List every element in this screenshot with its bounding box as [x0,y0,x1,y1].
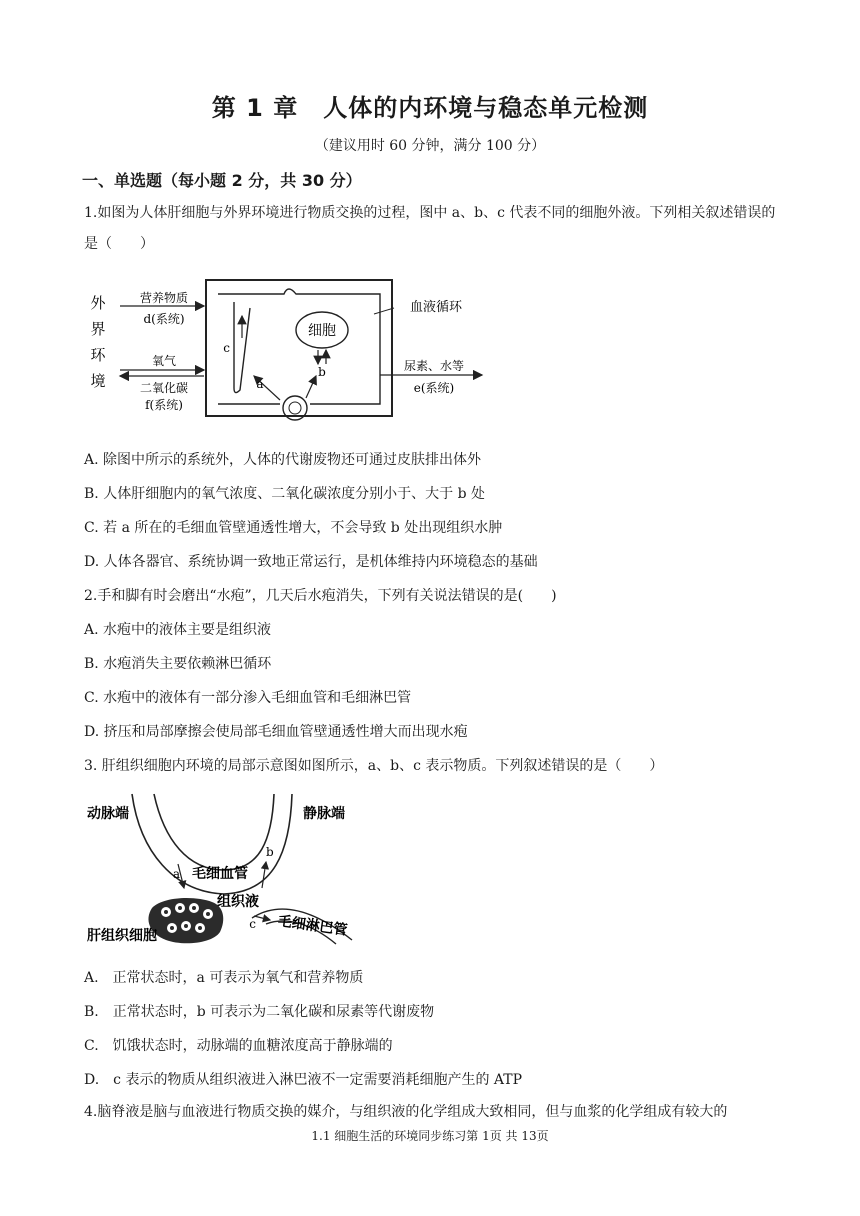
label-system-e: e(系统) [413,381,455,395]
label-blood-circulation: 血液循环 [409,300,463,315]
label-nutrients: 营养物质 [139,291,189,305]
label-liver-cell: 肝组织细胞 [87,928,157,944]
q1-option-d: D. 人体各器官、系统协调一致地正常运行，是机体维持内环境稳态的基础 [84,554,538,570]
label-b: b [318,365,326,379]
label-cell: 细胞 [308,323,336,339]
question-1-stem: 1.如图为人体肝细胞与外界环境进行物质交换的过程，图中 a、b、c 代表不同的细胞外液。下列相关叙述错误的是（ ） [84,205,776,252]
capillary-inner-wall [154,794,274,870]
question-3-stem: 3. 肝组织细胞内环境的局部示意图如图所示，a、b、c 表示物质。下列叙述错误的是（ ） [84,758,664,774]
question-2-stem: 2.手和脚有时会磨出“水疱”，几天后水疱消失，下列有关说法错误的是( ) [84,588,557,604]
q1-option-a: A. 除图中所示的系统外，人体的代谢废物还可通过皮肤排出体外 [84,452,482,468]
q3-option-c: C. 饥饿状态时，动脉端的血糖浓度高于静脉端的 [84,1038,393,1054]
q3-option-a: A. 正常状态时，a 可表示为氧气和营养物质 [84,970,364,986]
label-system-d: d(系统) [143,312,185,326]
q3-option-d: D. c 表示的物质从组织液进入淋巴液不一定需要消耗细胞产生的 ATP [84,1072,523,1088]
env-char-3: 环 [90,346,106,364]
q2-option-c: C. 水疱中的液体有一部分渗入毛细血管和毛细淋巴管 [84,690,412,706]
label-tissue-fluid: 组织液 [217,894,259,910]
label-co2: 二氧化碳 [139,381,189,395]
label-c: c [249,917,256,931]
page-footer: 1.1 细胞生活的环境同步练习第 1页 共 13页 [311,1129,549,1143]
capillary-arrow-b [306,376,316,398]
section-heading: 一、单选题（每小题 2 分，共 30 分） [82,171,362,190]
capillary-inner [289,402,301,414]
env-char-1: 外 [90,294,106,312]
label-arterial-end: 动脉端 [87,806,129,822]
q3-option-b: B. 正常状态时，b 可表示为二氧化碳和尿素等代谢废物 [84,1004,435,1020]
label-oxygen: 氧气 [151,354,177,368]
liver-cell-cluster [148,898,223,943]
q2-option-b: B. 水疱消失主要依赖淋巴循环 [84,656,272,672]
page-title: 第 1 章 人体的内环境与稳态单元检测 [211,94,649,122]
label-c: c [223,341,230,355]
question-3-figure [84,792,374,952]
label-urea-water: 尿素、水等 [403,359,465,373]
question-1-figure [84,268,484,430]
lymph-vessel [234,302,250,393]
body-frame-inner [218,289,380,404]
label-capillary: 毛细血管 [192,866,248,882]
q1-option-c: C. 若 a 所在的毛细血管壁通透性增大，不会导致 b 处出现组织水肿 [84,520,503,536]
label-lymph-capillary: 毛细淋巴管 [276,913,349,939]
env-char-2: 界 [90,320,106,338]
label-a: a [172,867,180,881]
env-char-4: 境 [90,372,106,390]
question-4-stem: 4.脑脊液是脑与血液进行物质交换的媒介，与组织液的化学组成大致相同，但与血浆的化学组成有较大的 [84,1104,728,1120]
arrow-b [262,862,266,888]
q2-option-d: D. 挤压和局部摩擦会使局部毛细血管壁通透性增大而出现水疱 [84,724,468,740]
q2-option-a: A. 水疱中的液体主要是组织液 [84,622,272,638]
label-system-f: f(系统) [145,398,183,412]
arrow-c [254,916,270,920]
label-a: a [256,377,264,391]
label-b: b [266,845,274,859]
label-venous-end: 静脉端 [303,806,345,822]
page-subtitle: （建议用时 60 分钟，满分 100 分） [314,138,546,154]
q1-option-b: B. 人体肝细胞内的氧气浓度、二氧化碳浓度分别小于、大于 b 处 [84,486,486,502]
